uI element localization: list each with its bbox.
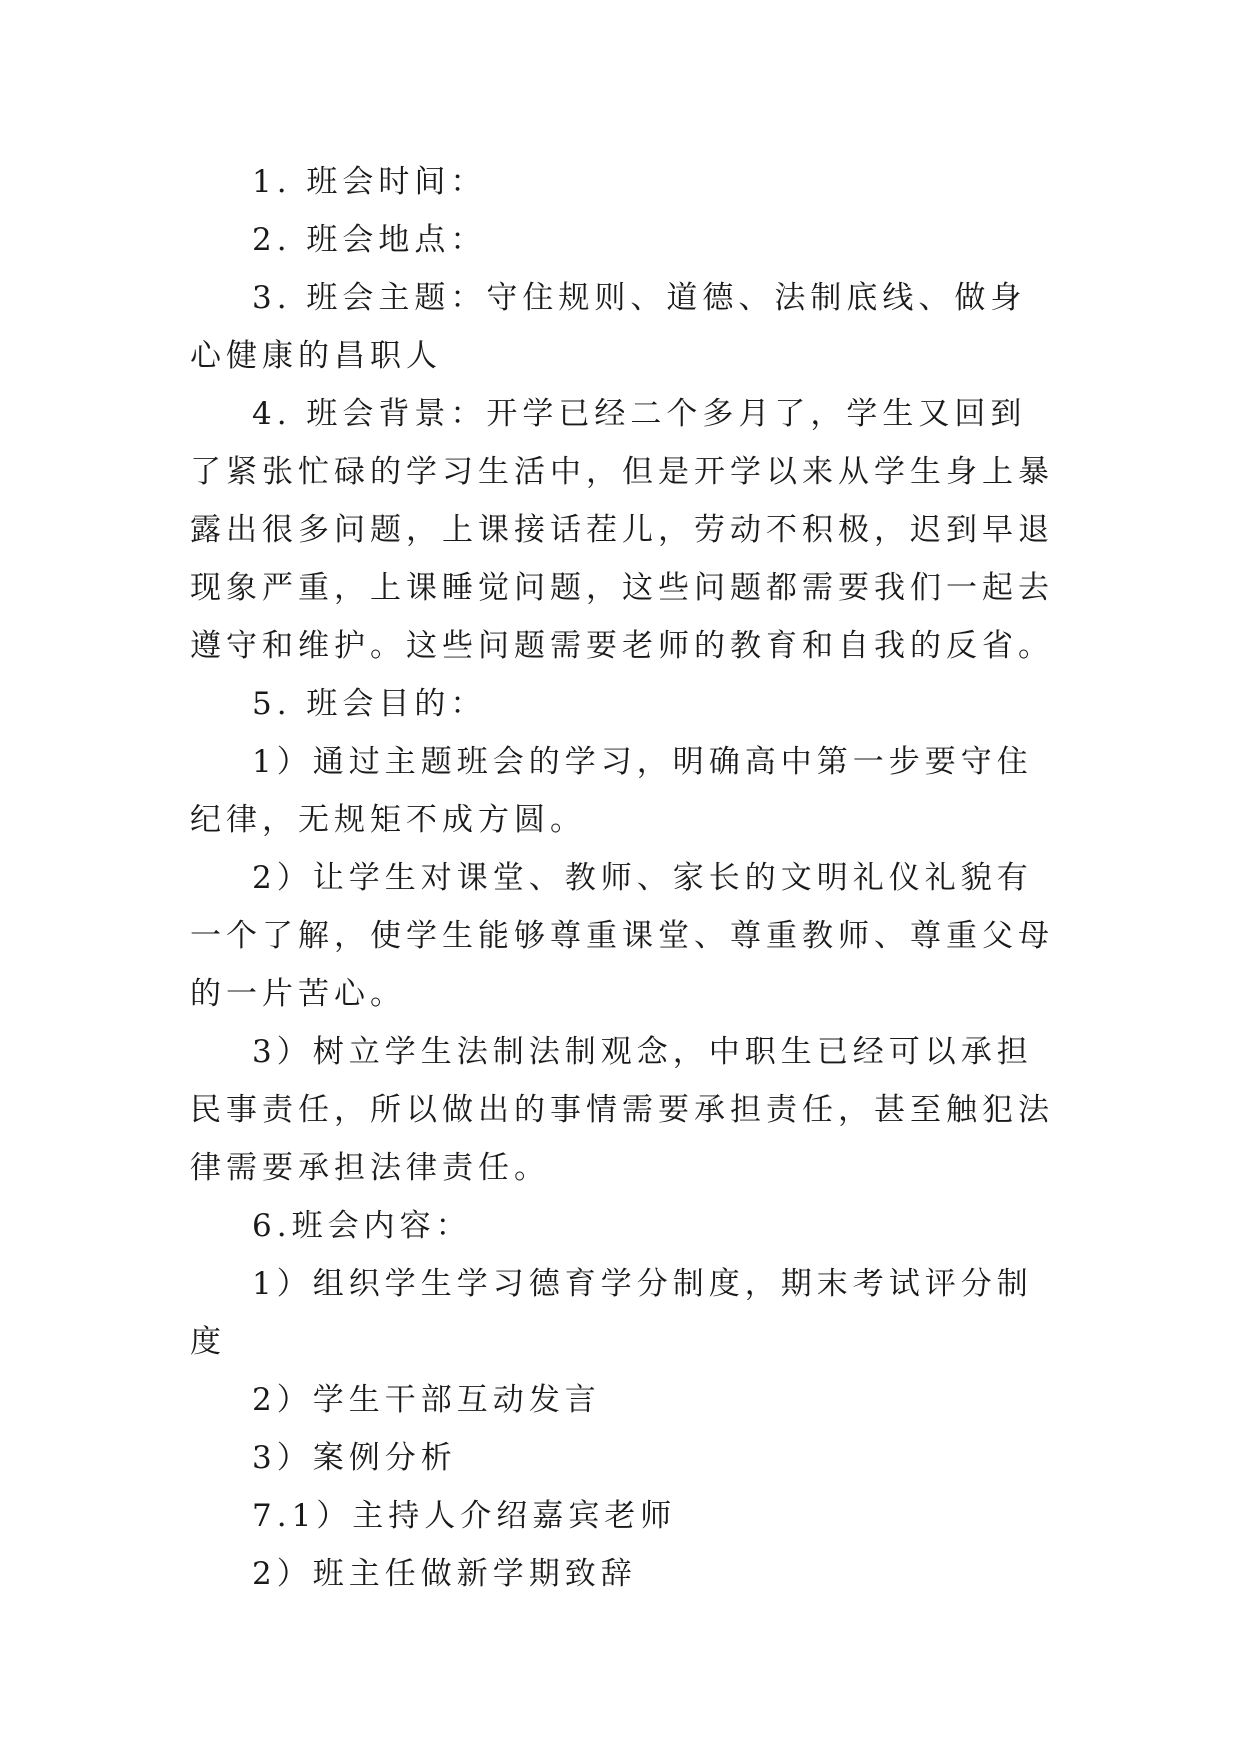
paragraph-purpose-3: 3）树立学生法制法制观念，中职生已经可以承担民事责任，所以做出的事情需要承担责任，甚至触犯法律需要承担法律责任。 [190,1034,1054,1186]
paragraph-procedure-2: 2）班主任做新学期致辞 [252,1556,637,1592]
paragraph-content-1: 1）组织学生学习德育学分制度，期末考试评分制度 [190,1266,1033,1360]
paragraph-meeting-purpose-heading: 5. 班会目的： [252,686,487,722]
paragraph-meeting-content-heading: 6.班会内容： [252,1208,472,1244]
paragraph-purpose-2: 2）让学生对课堂、教师、家长的文明礼仪礼貌有一个了解，使学生能够尊重课堂、尊重教师、尊重父母的一片苦心。 [190,860,1054,1012]
paragraph-procedure-1: 7.1）主持人介绍嘉宾老师 [252,1498,677,1534]
paragraph-content-3: 3）案例分析 [252,1440,457,1476]
paragraph-meeting-theme: 3. 班会主题：守住规则、道德、法制底线、做身心健康的昌职人 [190,280,1027,374]
document-body [190,153,1060,1603]
paragraph-meeting-background: 4. 班会背景：开学已经二个多月了，学生又回到了紧张忙碌的学习生活中，但是开学以来从学生身上暴露出很多问题，上课接话茬儿，劳动不积极，迟到早退现象严重，上课睡觉问题，这些问题都需要我们一起去遵守和维护。这些问题需要老师的教育和自我的反省。 [190,396,1054,664]
paragraph-content-2: 2）学生干部互动发言 [252,1382,601,1418]
paragraph-meeting-time: 1. 班会时间： [252,164,487,200]
paragraph-meeting-location: 2. 班会地点： [252,222,487,258]
paragraph-purpose-1: 1）通过主题班会的学习，明确高中第一步要守住纪律，无规矩不成方圆。 [190,744,1033,838]
